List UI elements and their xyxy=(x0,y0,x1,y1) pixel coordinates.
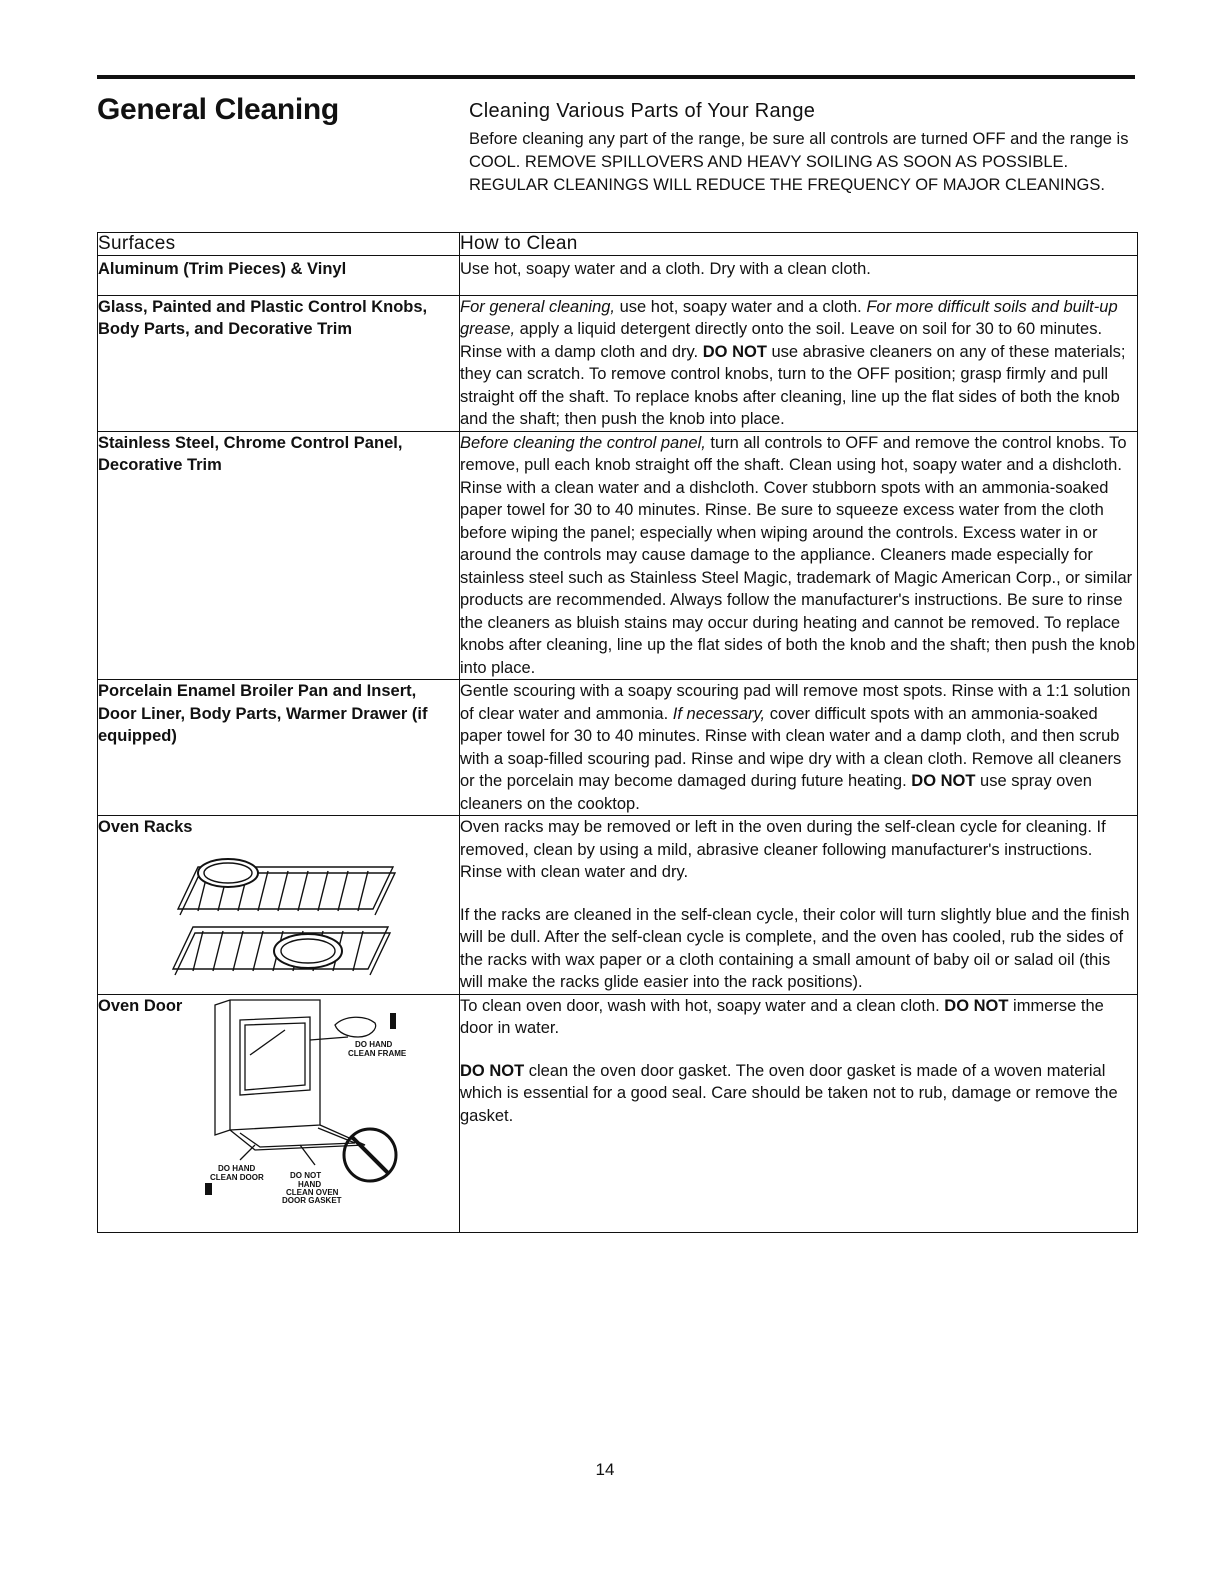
label-clean-frame: CLEAN FRAME xyxy=(348,1048,407,1058)
header-surfaces: Surfaces xyxy=(98,233,460,256)
how-bold: DO NOT xyxy=(911,772,976,790)
how-cell xyxy=(460,680,1138,816)
marker-icon xyxy=(390,1013,396,1029)
table-row xyxy=(98,680,1138,816)
how-text: use spray oven cleaners on the cooktop. xyxy=(460,772,1092,813)
how-paragraph xyxy=(460,995,1137,1040)
how-italic: For more difficult soils and built-up grease, xyxy=(460,297,1118,338)
label-do-hand-door: DO HAND xyxy=(218,1163,256,1173)
table-row xyxy=(98,256,1138,296)
how-paragraph xyxy=(460,1060,1137,1128)
how-paragraph: If the racks are cleaned in the self-clean cycle, their color will turn slightly blue and the finish will be dull. After the self-clean cycle is complete, and the oven has cooled, rub the sides of the racks with wax paper or a cloth containing a small amount of baby oil or salad oil (this will make the racks glide easier into the rack positions). xyxy=(460,905,1130,991)
how-text: apply a liquid detergent directly onto the soil. Leave on soil for 30 to 60 minutes. Rinse with a damp cloth and dry. xyxy=(460,320,1103,361)
surface-cell: Porcelain Enamel Broiler Pan and Insert, Door Liner, Body Parts, Warmer Drawer (if equipped) xyxy=(98,680,460,816)
table-row xyxy=(98,431,1138,680)
how-text: Gentle scouring with a soapy scouring pad will remove most spots. Rinse with a 1:1 solution of clear water and ammonia. xyxy=(460,682,1131,723)
table-header-row xyxy=(98,233,1138,256)
marker-icon xyxy=(205,1183,212,1195)
how-text: cover difficult spots with an ammonia-soaked paper towel for 30 to 40 minutes. Rinse with clean water and a damp cloth, and then scrub with a soap-filled scouring pad. Rinse and wipe dry with a clean cloth. Remove all cleaners or the porcelain may become damaged during future heating. xyxy=(460,704,1122,790)
how-text: turn all controls to OFF and remove the control knobs. To remove, pull each knob straight off the shaft. Clean using hot, soapy water and a dishcloth. Rinse with a clean water and a dishcloth. Cover stubborn spots with an ammonia-soaked paper towel for 30 to 40 minutes. Rinse. Be sure to squeeze excess water from the cloth before wiping the panel; especially when wiping around the controls. Excess water in or around the controls may cause damage to the appliance. Cleaners made especially for stainless steel such as Stainless Steel Magic, trademark of Magic American Corp., or similar products are recommended. Always follow the manufacturer's instructions. Be sure to rinse the cleaners as bluish stains may occur during heating and cannot be removed. To replace knobs after cleaning, line up the flat sides of both the knob and the shaft; then push the knob into place. xyxy=(460,433,1136,677)
top-rule xyxy=(97,75,1135,79)
table-row xyxy=(98,994,1138,1232)
table-row xyxy=(98,816,1138,995)
how-italic: If necessary, xyxy=(672,704,766,723)
how-cell xyxy=(460,994,1138,1232)
surface-cell: Glass, Painted and Plastic Control Knobs, Body Parts, and Decorative Trim xyxy=(98,295,460,431)
section-title: General Cleaning xyxy=(97,93,339,126)
how-italic: Before cleaning the control panel, xyxy=(460,433,706,452)
how-italic: For general cleaning, xyxy=(460,297,616,316)
surface-cell xyxy=(98,816,460,995)
how-bold: DO NOT xyxy=(944,996,1009,1015)
how-cell xyxy=(460,295,1138,431)
page-number: 14 xyxy=(595,1460,615,1479)
how-cell: Use hot, soapy water and a cloth. Dry with a clean cloth. xyxy=(460,256,1138,296)
subtitle: Cleaning Various Parts of Your Range xyxy=(469,100,816,122)
how-text: use hot, soapy water and a cloth. xyxy=(615,297,867,316)
label-do-hand-frame: DO HAND xyxy=(355,1039,393,1049)
surface-label: Oven Door xyxy=(98,996,183,1015)
how-cell xyxy=(460,816,1138,995)
how-text: use abrasive cleaners on any of these materials; they can scratch. To remove control knobs, turn to the OFF position; grasp firmly and pull straight off the shaft. To replace knobs after cleaning, line up the flat sides of both the knob and the shaft; then push the knob into place. xyxy=(460,342,1126,428)
label-hand: HAND xyxy=(298,1179,322,1189)
cleaning-table xyxy=(97,232,1138,1233)
oven-door-cell xyxy=(98,995,459,1205)
label-door-gasket: DOOR GASKET xyxy=(282,1195,342,1205)
how-text: immerse the door in water. xyxy=(460,996,1104,1037)
how-paragraph: Oven racks may be removed or left in the oven during the self-clean cycle for cleaning. If removed, clean by using a mild, abrasive cleaner following manufacturer's instructions. Rinse with clean water and dry. xyxy=(460,818,1106,881)
label-clean-oven: CLEAN OVEN xyxy=(286,1187,339,1197)
how-bold: DO NOT xyxy=(702,342,767,361)
header-how-to-clean: How to Clean xyxy=(460,233,1138,256)
intro-paragraph: Before cleaning any part of the range, be sure all controls are turned OFF and the range is COOL. REMOVE SPILLOVERS AND HEAVY SOILING AS SOON AS POSSIBLE. REGULAR CLEANINGS WILL REDUCE THE FREQUENCY OF MAJOR CLEANINGS. xyxy=(469,130,1129,194)
surface-cell: Aluminum (Trim Pieces) & Vinyl xyxy=(98,256,460,296)
oven-racks-illustration xyxy=(158,849,408,984)
how-text: clean the oven door gasket. The oven door gasket is made of a woven material which is essential for a good seal. Care should be taken not to rub, damage or remove the gasket. xyxy=(460,1061,1118,1125)
surface-cell xyxy=(98,994,460,1232)
surface-cell: Stainless Steel, Chrome Control Panel, Decorative Trim xyxy=(98,431,460,680)
how-bold: DO NOT xyxy=(460,1061,525,1080)
how-text: To clean oven door, wash with hot, soapy water and a clean cloth. xyxy=(460,996,945,1015)
oven-door-illustration xyxy=(200,995,420,1205)
surface-label: Oven Racks xyxy=(98,818,193,836)
table-row xyxy=(98,295,1138,431)
label-clean-door: CLEAN DOOR xyxy=(210,1172,265,1182)
label-do-not: DO NOT xyxy=(290,1170,322,1180)
how-cell xyxy=(460,431,1138,680)
